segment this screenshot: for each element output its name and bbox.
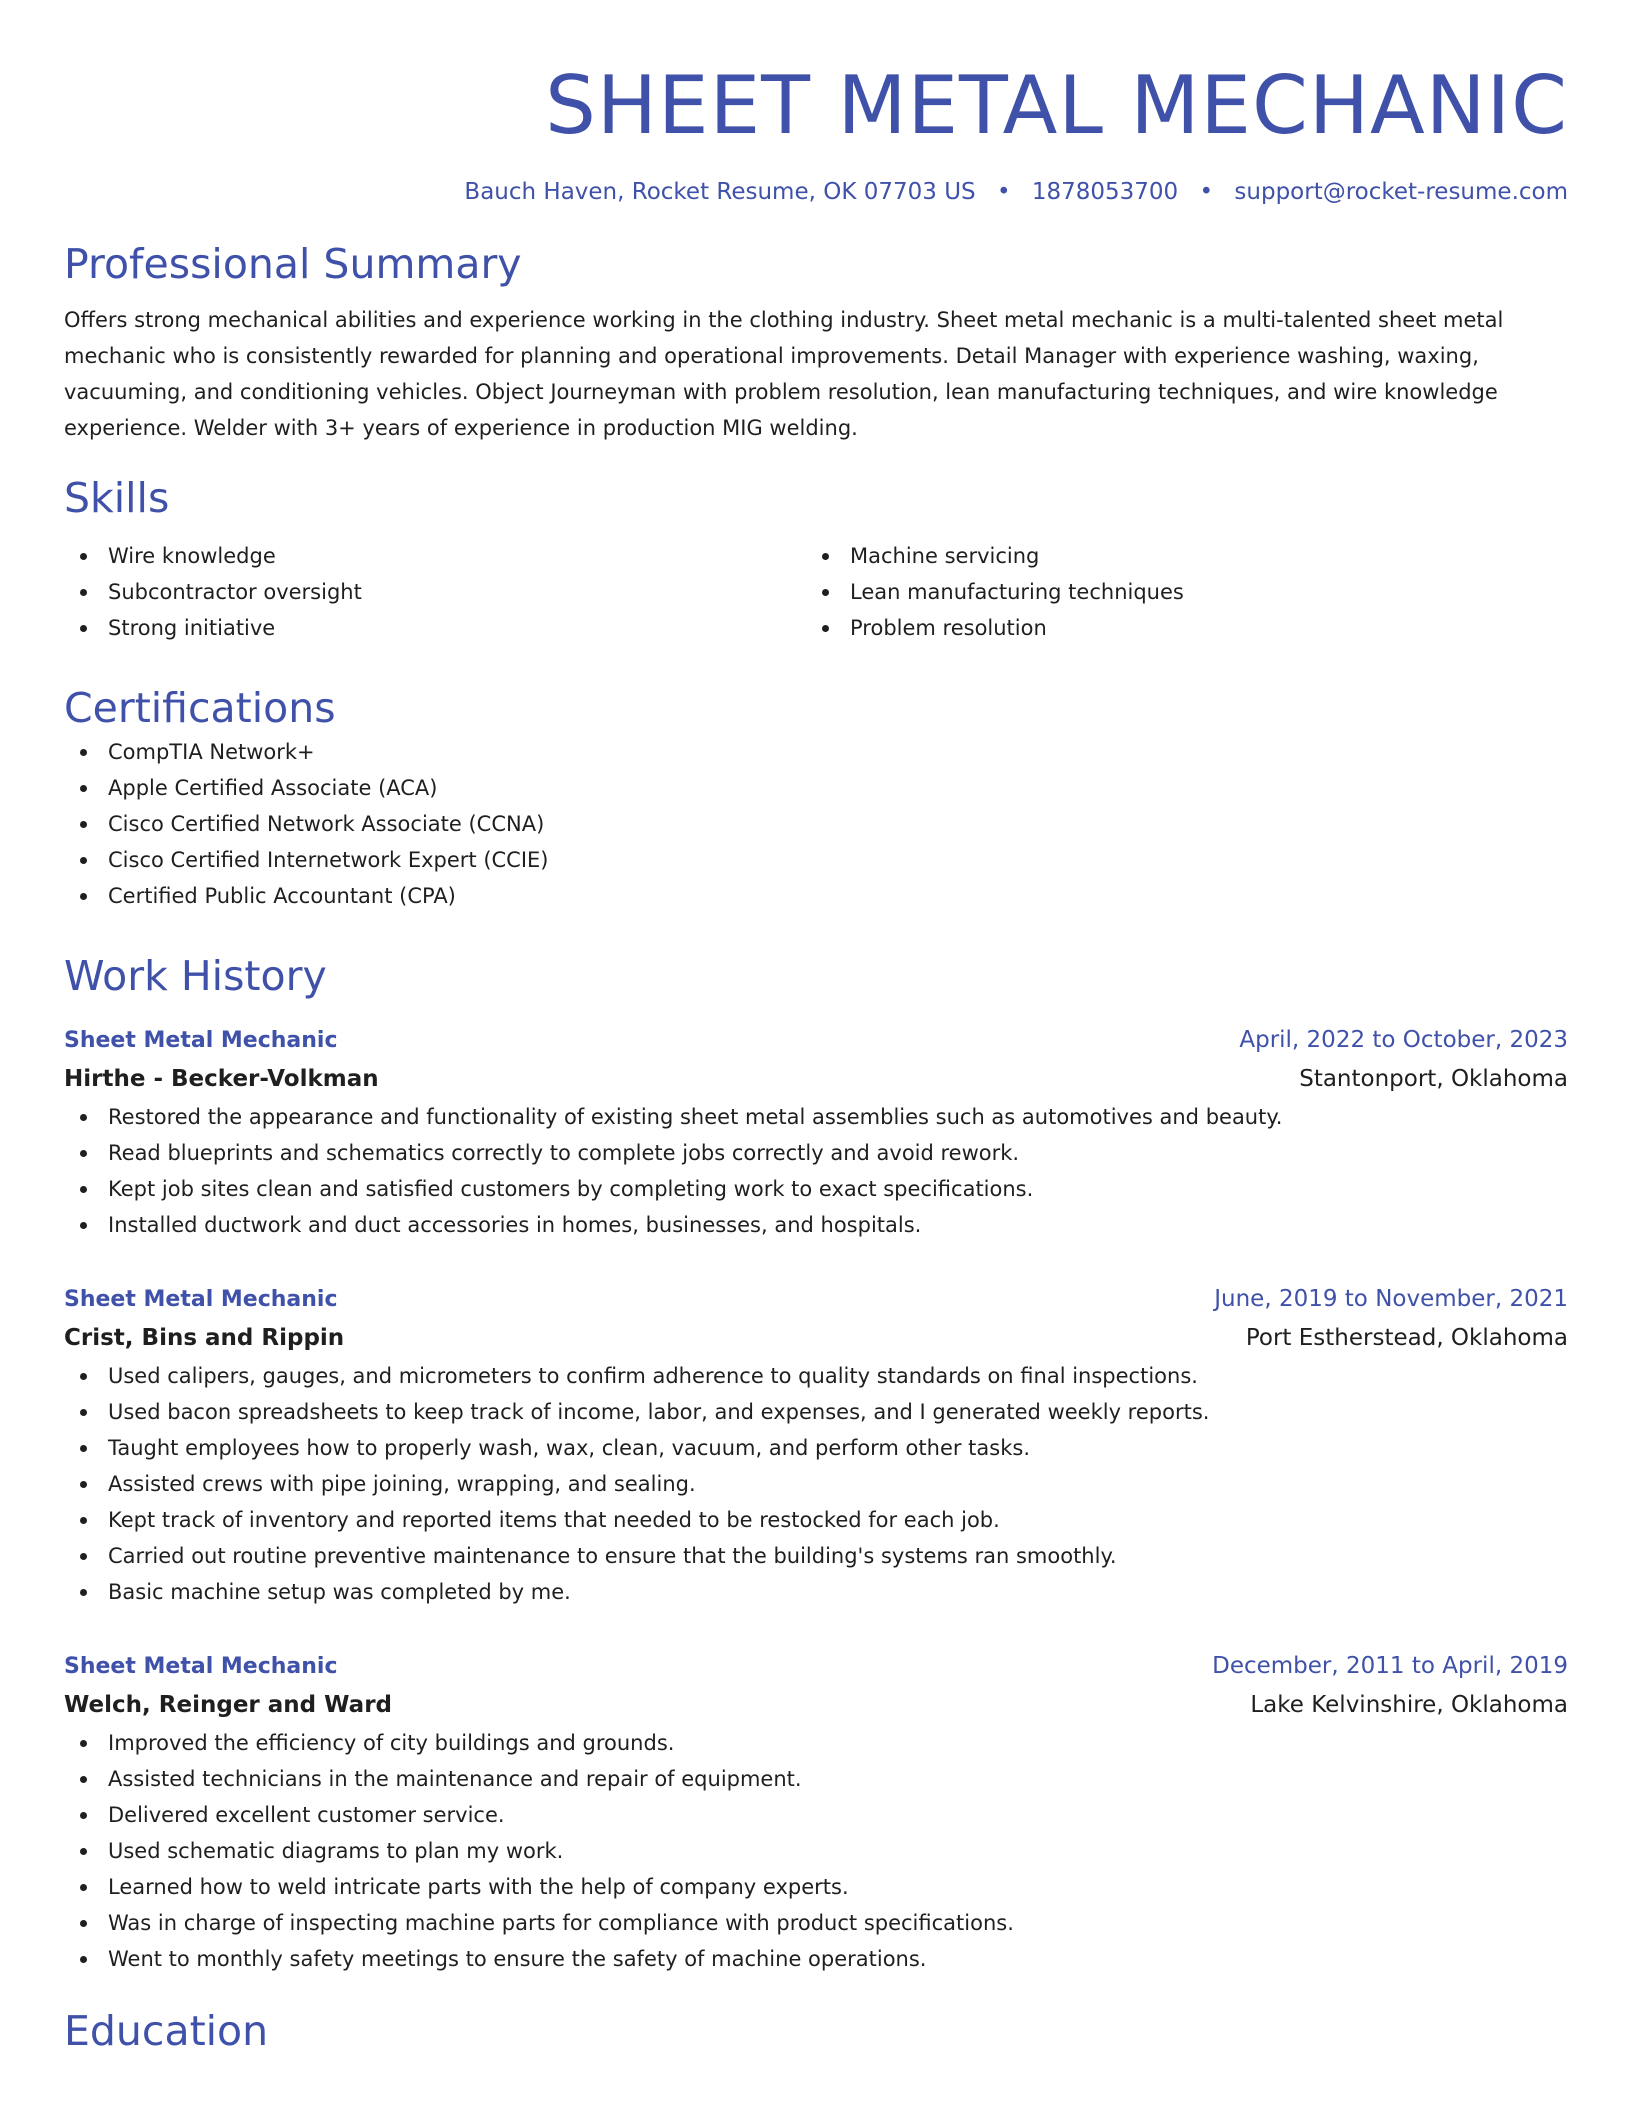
resume-name: SHEET METAL MECHANIC [545, 59, 1568, 152]
job-duty: Read blueprints and schematics correctly to complete jobs correctly and avoid rework. [64, 1135, 1568, 1171]
job-company-row [64, 1685, 1568, 1725]
job-duty: Kept track of inventory and reported items that needed to be restocked for each job. [64, 1502, 1568, 1538]
job-duty: Went to monthly safety meetings to ensure the safety of machine operations. [64, 1941, 1568, 1977]
certification-item: Cisco Certified Internetwork Expert (CCIE) [64, 842, 1568, 878]
skills-heading: Skills [64, 474, 170, 522]
job-header-row [64, 1281, 1568, 1318]
education-heading: Education [64, 2007, 269, 2055]
job-duty: Improved the efficiency of city buildings and grounds. [64, 1725, 1568, 1761]
job-entry [64, 1022, 1568, 1243]
job-duty: Kept job sites clean and satisfied customers by completing work to exact specifications. [64, 1171, 1568, 1207]
job-dates: April, 2022 to October, 2023 [1239, 1027, 1568, 1053]
certification-item: Cisco Certified Network Associate (CCNA) [64, 806, 1568, 842]
job-duty: Installed ductwork and duct accessories in homes, businesses, and hospitals. [64, 1207, 1568, 1243]
job-duties-list [64, 1099, 1568, 1243]
certifications-heading: Certifications [64, 684, 336, 732]
job-company: Hirthe - Becker-Volkman [64, 1066, 379, 1092]
certification-item: Apple Certified Associate (ACA) [64, 770, 1568, 806]
job-duty: Assisted technicians in the maintenance and repair of equipment. [64, 1761, 1568, 1797]
skills-column-right [806, 538, 1548, 646]
skill-item: Wire knowledge [64, 538, 806, 574]
job-location: Port Estherstead, Oklahoma [1245, 1325, 1568, 1351]
skill-item: Subcontractor oversight [64, 574, 806, 610]
education-section [64, 2005, 1568, 2057]
skill-item: Lean manufacturing techniques [806, 574, 1548, 610]
skills-list-right [806, 538, 1548, 646]
job-duty: Used calipers, gauges, and micrometers to confirm adherence to quality standards on final inspections. [64, 1358, 1568, 1394]
contact-line [64, 176, 1568, 208]
contact-phone: 1878053700 [1031, 179, 1179, 205]
contact-email: support@rocket-resume.com [1234, 179, 1568, 205]
job-company: Crist, Bins and Rippin [64, 1325, 345, 1351]
job-duty: Used bacon spreadsheets to keep track of income, labor, and expenses, and I generated weekly reports. [64, 1394, 1568, 1430]
resume-page [64, 0, 1568, 2057]
skill-item: Machine servicing [806, 538, 1548, 574]
skills-column-left [64, 538, 806, 646]
job-duty: Learned how to weld intricate parts with the help of company experts. [64, 1869, 1568, 1905]
job-header-row [64, 1022, 1568, 1059]
job-duty: Assisted crews with pipe joining, wrapping, and sealing. [64, 1466, 1568, 1502]
job-company-row [64, 1318, 1568, 1358]
job-company-row [64, 1059, 1568, 1099]
job-location: Lake Kelvinshire, Oklahoma [1250, 1692, 1568, 1718]
skill-item: Problem resolution [806, 610, 1548, 646]
job-title: Sheet Metal Mechanic [64, 1654, 338, 1679]
job-dates: December, 2011 to April, 2019 [1212, 1653, 1568, 1679]
certification-item: CompTIA Network+ [64, 734, 1568, 770]
job-duty: Restored the appearance and functionality of existing sheet metal assemblies such as automotives and beauty. [64, 1099, 1568, 1135]
job-duty: Delivered excellent customer service. [64, 1797, 1568, 1833]
contact-separator: • [996, 179, 1011, 205]
summary-text: Offers strong mechanical abilities and experience working in the clothing industry. Sheet metal mechanic is a multi-talented sheet metal mechanic who is consistently rewarded for planning and operational improvements. Detail Manager with experience washing, waxing, vacuuming, and conditioning vehicles. Object Journeyman with problem resolution, lean manufacturing techniques, and wire knowledge experience. Welder with 3+ years of experience in production MIG welding. [64, 308, 1504, 440]
job-entry [64, 1648, 1568, 1977]
skills-list-left [64, 538, 806, 646]
job-duty: Taught employees how to properly wash, wax, clean, vacuum, and perform other tasks. [64, 1430, 1568, 1466]
job-duty: Was in charge of inspecting machine parts for compliance with product specifications. [64, 1905, 1568, 1941]
skills-grid [64, 538, 1568, 646]
job-duties-list [64, 1358, 1568, 1610]
job-duty: Used schematic diagrams to plan my work. [64, 1833, 1568, 1869]
certifications-section [64, 682, 1568, 914]
certifications-list [64, 734, 1568, 914]
contact-address: Bauch Haven, Rocket Resume, OK 07703 US [464, 179, 976, 205]
job-company: Welch, Reinger and Ward [64, 1692, 393, 1718]
job-duties-list [64, 1725, 1568, 1977]
job-duty: Carried out routine preventive maintenance to ensure that the building's systems ran smoothly. [64, 1538, 1568, 1574]
summary-heading: Professional Summary [64, 240, 522, 288]
contact-separator: • [1199, 179, 1214, 205]
job-title: Sheet Metal Mechanic [64, 1028, 338, 1053]
summary-section [64, 238, 1568, 446]
job-location: Stantonport, Oklahoma [1299, 1066, 1568, 1092]
work-history-section [64, 950, 1568, 1977]
skill-item: Strong initiative [64, 610, 806, 646]
work-history-heading: Work History [64, 952, 327, 1000]
job-title: Sheet Metal Mechanic [64, 1287, 338, 1312]
certification-item: Certified Public Accountant (CPA) [64, 878, 1568, 914]
skills-section [64, 472, 1568, 646]
job-duty: Basic machine setup was completed by me. [64, 1574, 1568, 1610]
job-entry [64, 1281, 1568, 1610]
job-header-row [64, 1648, 1568, 1685]
job-dates: June, 2019 to November, 2021 [1214, 1286, 1568, 1312]
